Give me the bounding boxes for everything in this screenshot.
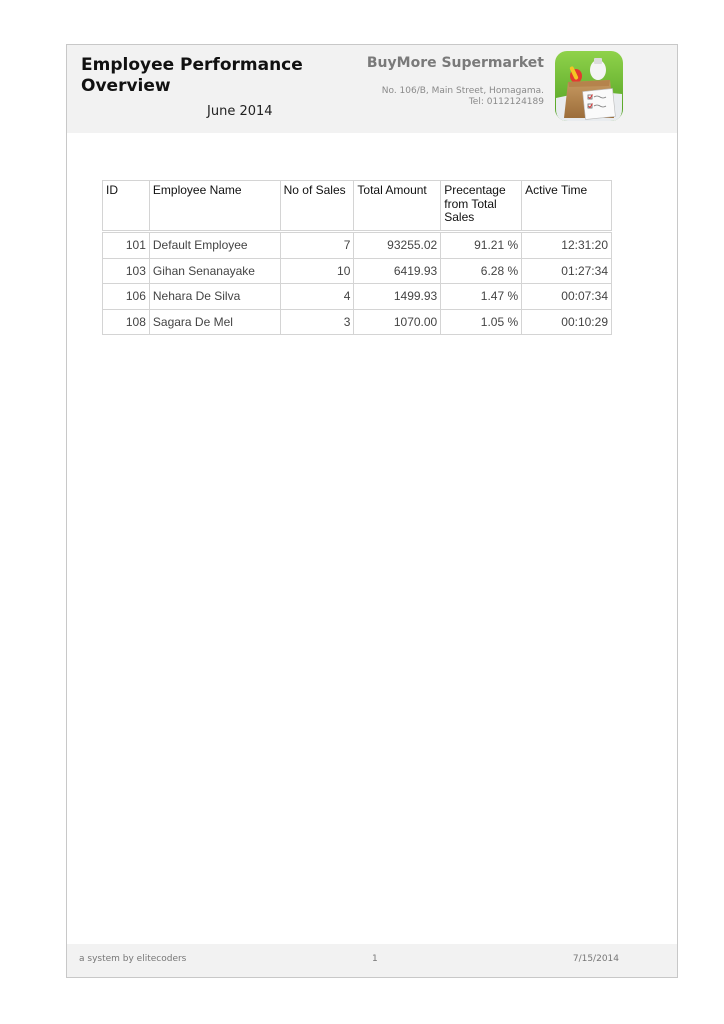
- column-header-total-amount: Total Amount: [354, 181, 441, 231]
- cell-total-amount: 1070.00: [354, 309, 441, 335]
- cell-employee-name: Default Employee: [149, 233, 280, 259]
- cell-percentage: 1.47 %: [441, 284, 522, 310]
- cell-no-of-sales: 7: [280, 233, 354, 259]
- page-number: 1: [372, 954, 378, 964]
- table-row: [103, 258, 612, 284]
- column-header-active-time: Active Time: [522, 181, 612, 231]
- cell-no-of-sales: 3: [280, 309, 354, 335]
- report-period: June 2014: [207, 104, 273, 119]
- cell-active-time: 01:27:34: [522, 258, 612, 284]
- print-date: 7/15/2014: [572, 954, 619, 964]
- cell-employee-name: Gihan Senanayake: [149, 258, 280, 284]
- footer-credit: a system by elitecoders: [79, 954, 187, 964]
- report-page: [66, 44, 678, 978]
- column-header-percentage: Precentage from Total Sales: [441, 181, 522, 231]
- company-name: BuyMore Supermarket: [366, 55, 544, 71]
- cell-total-amount: 1499.93: [354, 284, 441, 310]
- cell-id: 103: [103, 258, 150, 284]
- cell-employee-name: Nehara De Silva: [149, 284, 280, 310]
- cell-percentage: 6.28 %: [441, 258, 522, 284]
- performance-table: [102, 180, 612, 335]
- column-header-id: ID: [103, 181, 150, 231]
- company-phone: Tel: 0112124189: [468, 97, 544, 107]
- company-address: [382, 86, 544, 108]
- column-header-no-of-sales: No of Sales: [280, 181, 354, 231]
- grocery-bag-checklist-icon: [554, 50, 624, 122]
- column-header-employee-name: Employee Name: [149, 181, 280, 231]
- cell-id: 106: [103, 284, 150, 310]
- cell-active-time: 12:31:20: [522, 233, 612, 259]
- report-title: Employee Performance Overview: [81, 55, 303, 96]
- cell-total-amount: 93255.02: [354, 233, 441, 259]
- table-row: [103, 309, 612, 335]
- cell-no-of-sales: 4: [280, 284, 354, 310]
- cell-employee-name: Sagara De Mel: [149, 309, 280, 335]
- cell-total-amount: 6419.93: [354, 258, 441, 284]
- report-header: [67, 45, 677, 133]
- cell-percentage: 1.05 %: [441, 309, 522, 335]
- report-footer: [67, 944, 677, 977]
- cell-no-of-sales: 10: [280, 258, 354, 284]
- cell-active-time: 00:07:34: [522, 284, 612, 310]
- cell-id: 108: [103, 309, 150, 335]
- table-header-row: [103, 181, 612, 231]
- cell-active-time: 00:10:29: [522, 309, 612, 335]
- cell-percentage: 91.21 %: [441, 233, 522, 259]
- table-row: [103, 284, 612, 310]
- cell-id: 101: [103, 233, 150, 259]
- table-row: [103, 233, 612, 259]
- company-address-line: No. 106/B, Main Street, Homagama.: [381, 86, 544, 96]
